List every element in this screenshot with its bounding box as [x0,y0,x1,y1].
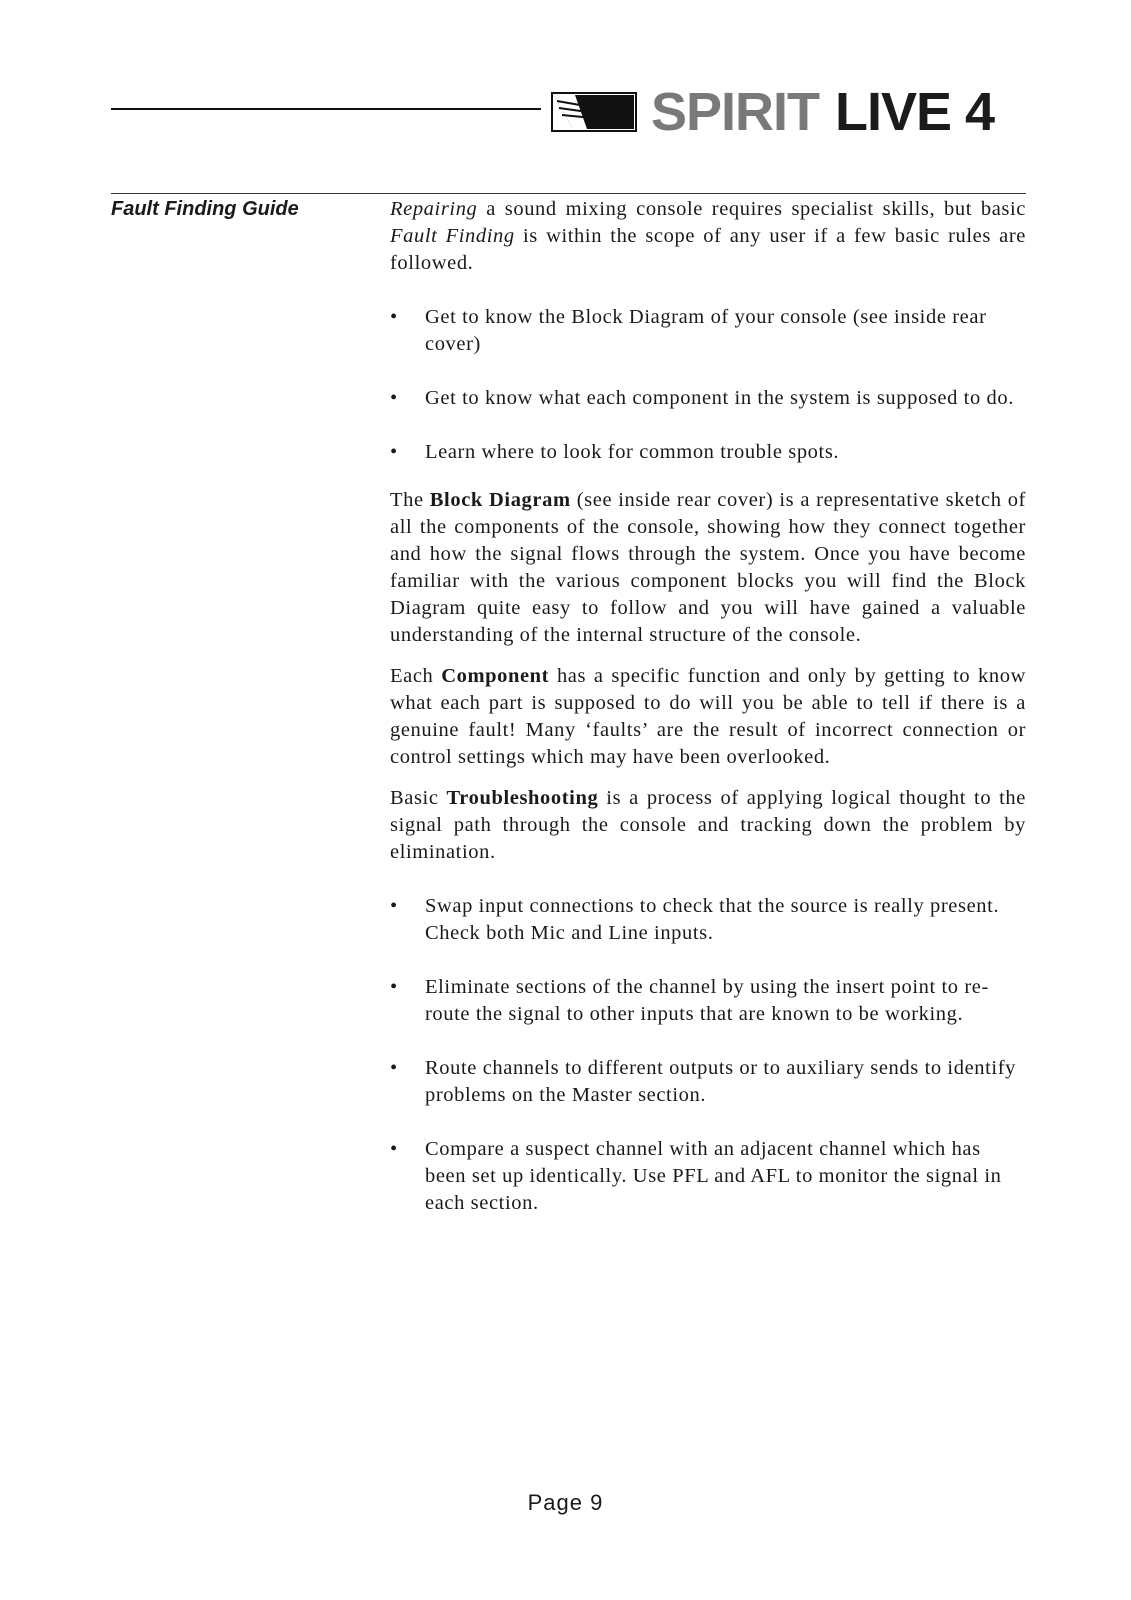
section-rule [111,193,1026,194]
bullet-icon: • [390,387,398,409]
list-item: • Route channels to different outputs or to auxiliary sends to identify problems on the Master section. [390,1055,1026,1109]
bullet-icon: • [390,1057,398,1079]
list-item: • Get to know the Block Diagram of your console (see inside rear cover) [390,304,1026,358]
list-item: • Learn where to look for common trouble spots. [390,439,1026,466]
intro-text-1: a sound mixing console requires specialist skills, but basic [477,198,1026,220]
list-item: • Eliminate sections of the channel by using the insert point to re-route the signal to other inputs that are known to be working. [390,974,1026,1028]
intro-text-2: is within the scope of any user if a few basic rules are followed. [390,225,1026,274]
list-item: • Swap input connections to check that the source is really present. Check both Mic and Line inputs. [390,893,1026,947]
spirit-wedge-icon [551,92,637,132]
intro-em-repairing: Repairing [390,198,478,220]
bullet-icon: • [390,976,398,998]
intro-paragraph [390,196,1026,277]
brand-logo [651,80,994,144]
bullet-icon: • [390,441,398,463]
section-title: Fault Finding Guide [111,198,299,220]
troubleshooting-paragraph: Basic Troubleshooting is a process of applying logical thought to the signal path through the console and tracking down the problem by elimination. [390,787,1026,863]
bullet-icon: • [390,895,398,917]
logo-word-spirit: SPIRIT [651,82,820,142]
list-item: • Get to know what each component in the system is supposed to do. [390,385,1026,412]
bullet-icon: • [390,1138,398,1160]
component-term: Component [441,665,550,687]
bullet-icon: • [390,306,398,328]
page-number: Page 9 [527,1490,604,1515]
header-rule [111,108,541,110]
list-item: • Compare a suspect channel with an adjacent channel which has been set up identically. Use PFL and AFL to monitor the signal in each section. [390,1136,1026,1217]
block-diagram-term: Block Diagram [429,489,571,511]
logo-word-live4: LIVE 4 [835,82,995,142]
intro-em-fault-finding: Fault Finding [390,225,515,247]
component-paragraph: Each Component has a specific function and only by getting to know what each part is supposed to do will you be able to tell if there is a genuine fault! Many ‘faults’ are the result of incorrect connection or control settings which may have been overlooked. [390,665,1026,768]
block-diagram-paragraph: The Block Diagram (see inside rear cover) is a representative sketch of all the components of the console, showing how they connect together and how the signal flows through the system. Once you have become familiar with the various component blocks you will find the Block Diagram quite easy to follow and you will have gained a valuable understanding of the internal structure of the console. [390,489,1026,646]
troubleshooting-term: Troubleshooting [446,787,599,809]
body-column [390,196,1026,1217]
